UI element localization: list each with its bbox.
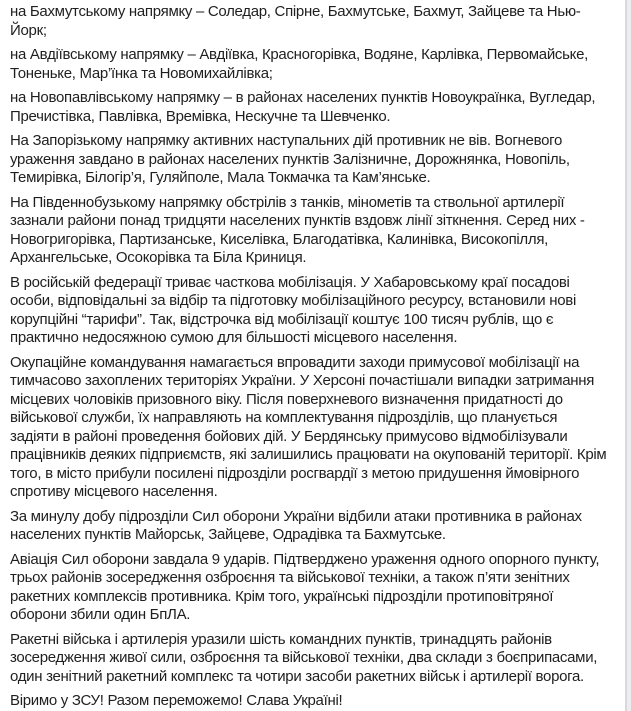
paragraph-avdiivka-direction: на Авдіївському напрямку – Авдіївка, Красногорівка, Водяне, Карлівка, Первомайське, Тоненьке, Мар’їнка та Новомихайлівка; <box>10 46 588 82</box>
post-text <box>10 3 609 711</box>
paragraph-zaporizhzhia-direction: На Запорізькому напрямку активних наступальних дій противник не вів. Вогневого ураження завдано в районах населених пунктів Залізничне, Дорожнянка, Новопіль, Темирівка, Білогір’я, Гуляйполе, Мала Токмачка та Кам’янське. <box>10 132 570 186</box>
paragraph-slogan: Віримо у ЗСУ! Разом переможемо! Слава Україні! <box>10 692 343 709</box>
paragraph-pivdennobuzkyi-direction: На Південнобузькому напрямку обстрілів з танків, мінометів та ствольної артилерії зазнали райони понад тридцяти населених пунктів вздовж лінії зіткнення. Серед них - Новогригорівка, Партизанське, Киселівка, Благодатівка, Калинівка, Високопілля, Архангельське, Осокорівка та Біла Криниця. <box>10 193 585 266</box>
paragraph-rf-mobilization: В російській федерації триває часткова мобілізація. У Хабаровському краї посадові особи, відповідальні за відбір та підготовку мобілізаційного ресурсу, встановили нові корупційні “тарифи”. Так, відстрочка від мобілізації коштує 100 тисяч рублів, що є практично недосяжною сумою для більшості місцевого населення. <box>10 273 576 346</box>
paragraph-occupied-territories-mobilization: Окупаційне командування намагається впровадити заходи примусової мобілізації на тимчасово захоплених територіях України. У Херсоні почастішали випадки затримання місцевих чоловіків призовного віку. Після поверхневого визначення придатності до військової служби, їх направляють на комплектування підрозділів, що планується задіяти в районі проведення бойових дій. У Бердянську примусово відмобілізували працівників деяких підприємств, які залишились працювати на окупованій території. Крім того, в місто прибули посилені підрозділи росгвардії з метою придушення ймовірного спротиву місцевого населення. <box>10 353 607 500</box>
paragraph-missile-artillery-strikes: Ракетні війська і артилерія уразили шість командних пунктів, тринадцять районів зосередження живої сили, озброєння та військової техніки, два склади з боєприпасами, один зенітний ракетний комплекс та чотири засоби ракетних військ і артилерії ворога. <box>10 630 598 685</box>
paragraph-bakhmut-direction: на Бахмутському напрямку – Соледар, Спірне, Бахмутське, Бахмут, Зайцеве та Нью-Йорк; <box>10 3 581 39</box>
paragraph-repelled-attacks: За минулу добу підрозділи Сил оборони України відбили атаки противника в районах населених пунктів Майорськ, Зайцеве, Одрадівка та Бахмутське. <box>10 507 582 543</box>
paragraph-aviation-strikes: Авіація Сил оборони завдала 9 ударів. Підтверджено ураження одного опорного пункту, трьох районів зосередження озброєння та військової техніки, а також п’яти зенітних ракетних комплексів противника. Крім того, українські підрозділи протиповітряної оборони збили один БпЛА. <box>10 550 600 623</box>
paragraph-novopavlivka-direction: на Новопавлівському напрямку – в районах населених пунктів Новоукраїнка, Вугледар, Пречистівка, Павлівка, Времівка, Нескучне та Шевченко. <box>10 89 596 125</box>
